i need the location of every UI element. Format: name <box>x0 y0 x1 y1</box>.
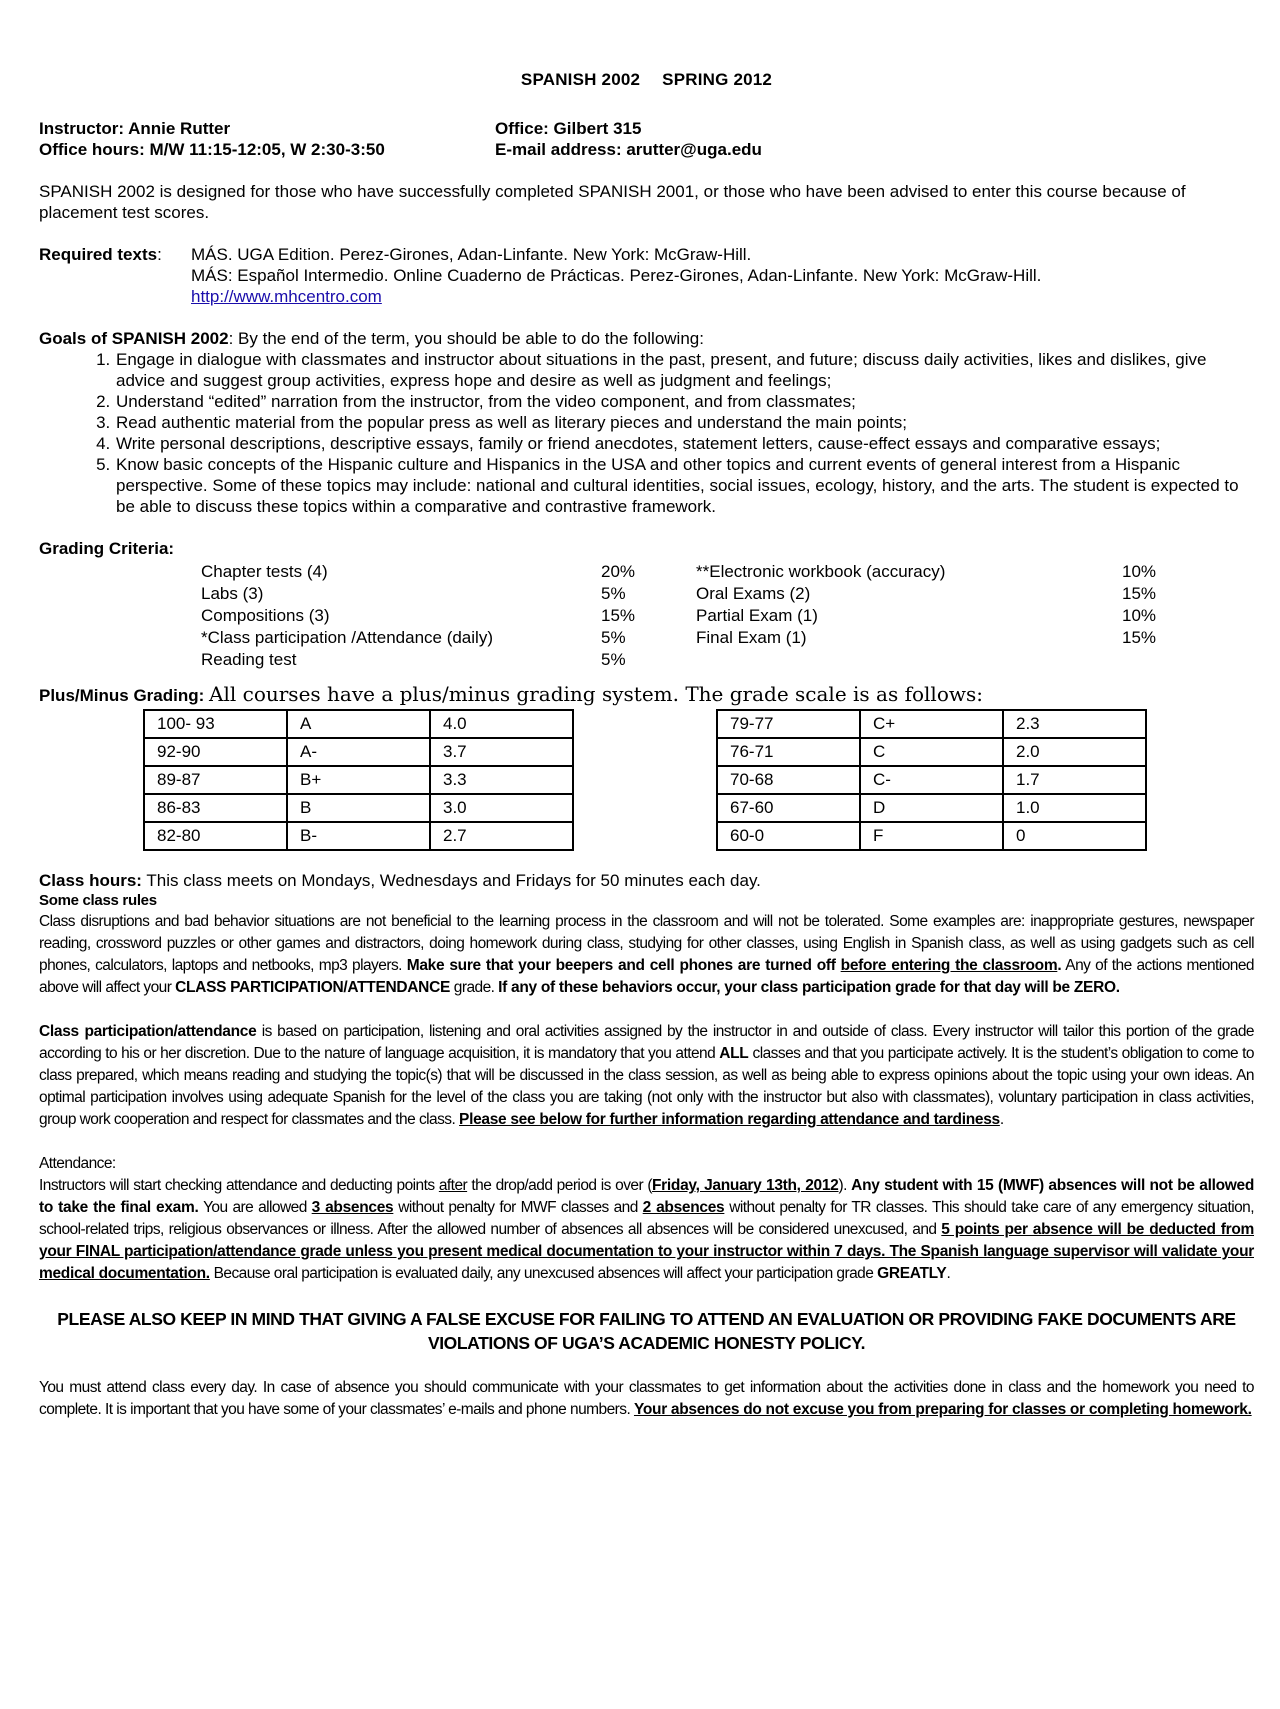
grading-weight: 5% <box>601 584 626 603</box>
grading-item: Compositions (3) <box>201 606 330 625</box>
office-location: Office: Gilbert 315 <box>495 119 642 138</box>
table-row: 70-68 C- 1.7 <box>717 766 1146 794</box>
plus-minus-text: All courses have a plus/minus grading system. The grade scale is as follows: <box>209 682 983 706</box>
mhcentro-link[interactable]: http://www.mhcentro.com <box>191 287 382 306</box>
class-rules-text: Class disruptions and bad behavior situations are not beneficial to the learning process in the classroom and will not be tolerated. Some examples are: inappropriate gestures, newspaper reading, crossword puzzles or other games and distractors, doing homework during class, studying for other classes, using English in Spanish class, as well as using gadgets such as cell phones, calculators, laptops and netbooks, mp3 players. Make sure that your beepers and cell phones are turned off before entering the classroom. Any of the actions mentioned above will affect your CLASS PARTICIPATION/ATTENDANCE grade. If any of these behaviors occur, your class participation grade for that day will be ZERO. <box>39 913 1254 996</box>
table-row: 67-60 D 1.0 <box>717 794 1146 822</box>
plus-minus-label: Plus/Minus Grading: <box>39 686 205 705</box>
grade-scale-left <box>143 709 574 851</box>
grading-item: Partial Exam (1) <box>696 606 818 625</box>
grading-table <box>39 561 1254 671</box>
office-hours: Office hours: M/W 11:15-12:05, W 2:30-3:50 <box>39 140 385 159</box>
final-note: You must attend class every day. In case of absence you should communicate with your classmates to get information about the activities done in class and the homework you need to complete. It is important that you have some of your classmates’ e-mails and phone numbers. Your absences do not excuse you from preparing for classes or completing homework. <box>39 1379 1254 1418</box>
goal-item: 1. Engage in dialogue with classmates and instructor about situations in the past, present, and future; discuss daily activities, likes and dislikes, give advice and suggest group activities, express hope and desire as well as judgment and feelings; <box>115 349 1254 391</box>
participation-text: Class participation/attendance is based on participation, listening and oral activities assigned by the instructor in and outside of class. Every instructor will tailor this portion of the grade according to his or her discretion. Due to the nature of language acquisition, it is mandatory that you attend ALL classes and that you participate actively. It is the student’s obligation to come to class prepared, which means reading and studying the topic(s) that will be discussed in the class session, as well as being able to express opinions about the topic using your own ideas. An optimal participation involves using adequate Spanish for the level of the class you are taking (not only with the instructor but also with classmates), voluntary participation in class activities, group work cooperation and respect for classmates and the class. Please see below for further information regarding attendance and tardiness. <box>39 1023 1254 1128</box>
grading-item: Final Exam (1) <box>696 628 807 647</box>
course-name: SPANISH 2002 <box>520 70 641 89</box>
goal-item: 3. Read authentic material from the popular press as well as literary pieces and understand the main points; <box>115 412 1254 433</box>
table-row: 86-83 B 3.0 <box>144 794 573 822</box>
table-row: 100- 93 A 4.0 <box>144 710 573 738</box>
grading-item: Chapter tests (4) <box>201 562 328 581</box>
course-title <box>39 70 1254 90</box>
goal-item: 2. Understand “edited” narration from the instructor, from the video component, and from classmates; <box>115 391 1254 412</box>
plus-minus-heading <box>39 681 1254 709</box>
course-intro: SPANISH 2002 is designed for those who have successfully completed SPANISH 2001, or those who have been advised to enter this course because of placement test scores. <box>39 182 1186 222</box>
grading-weight: 10% <box>1122 606 1157 625</box>
required-text-2: MÁS: Español Intermedio. Online Cuaderno de Prácticas. Perez-Girones, Adan-Linfante. New York: McGraw-Hill. <box>191 266 1042 285</box>
grading-weight: 15% <box>1122 628 1157 647</box>
required-text-1: MÁS. UGA Edition. Perez-Girones, Adan-Linfante. New York: McGraw-Hill. <box>191 245 752 264</box>
grade-scale-tables <box>143 709 1254 851</box>
grading-weight: 5% <box>601 650 626 669</box>
table-row: 92-90 A- 3.7 <box>144 738 573 766</box>
grading-item: *Class participation /Attendance (daily) <box>201 628 493 647</box>
table-row: 76-71 C 2.0 <box>717 738 1146 766</box>
required-texts-list <box>191 244 1254 307</box>
attendance-text: Instructors will start checking attendance and deducting points after the drop/add period is over (Friday, January 13th, 2012). Any student with 15 (MWF) absences will not be allowed to take the final exam. You are allowed 3 absences without penalty for MWF classes and 2 absences without penalty for TR classes. This should take care of any emergency situation, school-related trips, religious observances or illness. After the allowed number of absences all absences will be considered unexcused, and 5 points per absence will be deducted from your FINAL participation/attendance grade unless you present medical documentation to your instructor within 7 days. The Spanish language supervisor will validate your medical documentation. Because oral participation is evaluated daily, any unexcused absences will affect your participation grade GREATLY. <box>39 1177 1255 1282</box>
goals-heading: Goals of SPANISH 2002: By the end of the term, you should be able to do the following: <box>39 329 704 348</box>
instructor-name: Instructor: Annie Rutter <box>39 119 231 138</box>
table-row: 79-77 C+ 2.3 <box>717 710 1146 738</box>
email-address: E-mail address: arutter@uga.edu <box>495 140 762 159</box>
grading-criteria <box>39 539 1254 671</box>
grading-item: Reading test <box>201 650 297 669</box>
table-row: 89-87 B+ 3.3 <box>144 766 573 794</box>
instructor-info <box>39 118 1254 160</box>
syllabus-page <box>39 70 1254 1421</box>
table-row: 60-0 F 0 <box>717 822 1146 850</box>
required-texts <box>39 244 1254 307</box>
grading-item: **Electronic workbook (accuracy) <box>696 562 946 581</box>
grading-weight: 15% <box>1122 584 1157 603</box>
attendance-heading: Attendance: <box>39 1155 116 1172</box>
goal-item: 4. Write personal descriptions, descriptive essays, family or friend anecdotes, statement letters, cause-effect essays and comparative essays; <box>115 433 1254 454</box>
grading-weight: 20% <box>601 562 636 581</box>
grading-weight: 10% <box>1122 562 1157 581</box>
grading-item: Oral Exams (2) <box>696 584 811 603</box>
grading-criteria-label: Grading Criteria: <box>39 539 175 558</box>
class-hours: Class hours: This class meets on Mondays, Wednesdays and Fridays for 50 minutes each day. <box>39 871 761 890</box>
required-texts-label: Required texts: <box>39 245 162 264</box>
table-row: 82-80 B- 2.7 <box>144 822 573 850</box>
grading-weight: 5% <box>601 628 626 647</box>
goal-item: 5. Know basic concepts of the Hispanic culture and Hispanics in the USA and other topics and current events of general interest from a Hispanic perspective. Some of these topics may include: national and cultural identities, social issues, ecology, history, and the arts. The student is expected to be able to discuss these topics within a comparative and contrastive framework. <box>115 454 1254 517</box>
academic-honesty-notice: PLEASE ALSO KEEP IN MIND THAT GIVING A FALSE EXCUSE FOR FAILING TO ATTEND AN EVALUATION OR PROVIDING FAKE DOCUMENTS ARE VIOLATIONS OF UGA’S ACADEMIC HONESTY POLICY. <box>57 1309 1236 1353</box>
course-term: SPRING 2012 <box>662 70 773 89</box>
class-rules-heading: Some class rules <box>39 892 157 909</box>
grading-item: Labs (3) <box>201 584 264 603</box>
goals-list <box>39 349 1254 517</box>
grade-scale-right <box>716 709 1147 851</box>
grading-weight: 15% <box>601 606 636 625</box>
